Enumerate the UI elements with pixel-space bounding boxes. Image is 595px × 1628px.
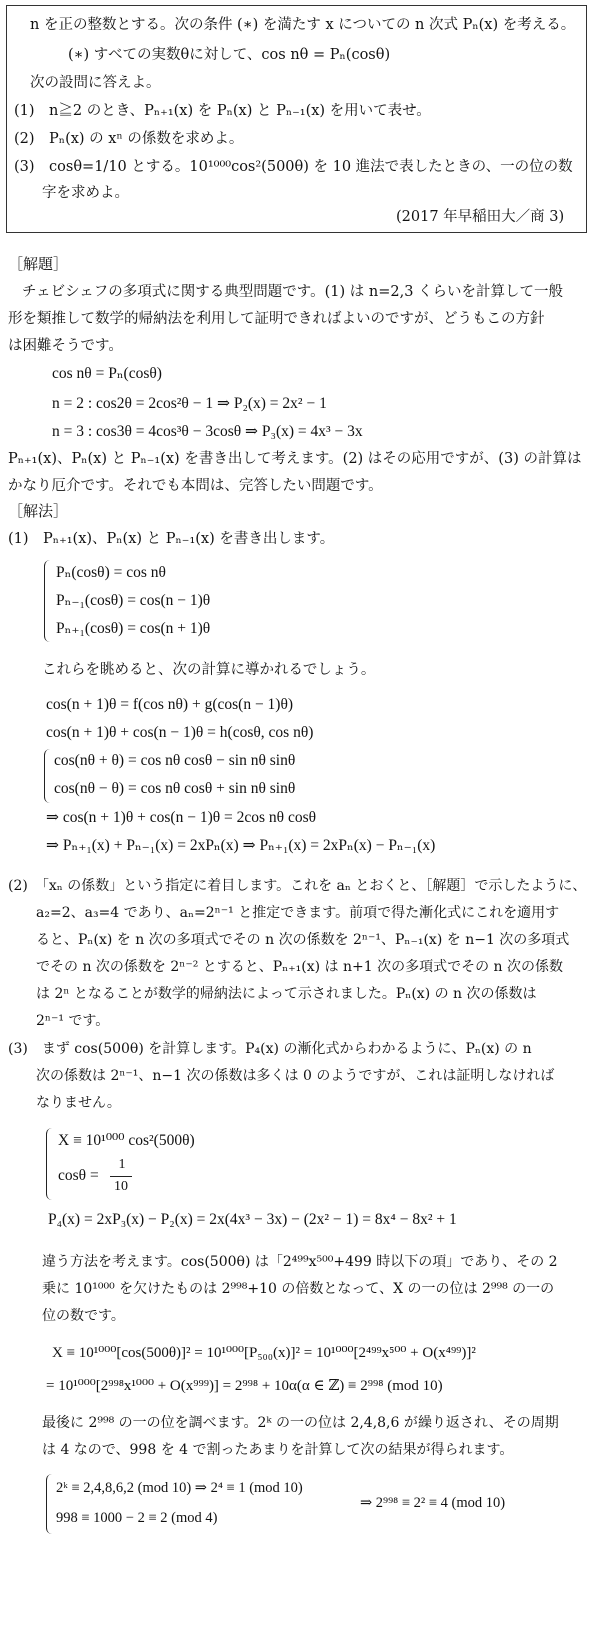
kaidai-paragraph-line: かなり厄介です。それでも本問は、完答したい問題です。: [8, 478, 383, 494]
solution-1-equation: Pₙ₋₁(cosθ) = cos(n − 1)θ: [56, 592, 211, 609]
problem-instruction: 次の設問に答えよ。: [30, 75, 161, 91]
brace: [44, 749, 53, 803]
solution-2-line: ると、Pₙ(x) を n 次の多項式でその n 次の係数を 2ⁿ⁻¹、Pₙ₋₁(x) を n−1 次の多項式: [36, 932, 570, 948]
question-3-line-1: (3) cosθ=1/10 とする。10¹⁰⁰⁰cos²(500θ) を 10 進法で表したときの、一の位の数: [14, 159, 573, 175]
fraction-denominator: 10: [114, 1179, 128, 1194]
solution-1-equation: Pₙ(cosθ) = cos nθ: [56, 564, 166, 581]
solution-1-formula: cos(n + 1)θ + cos(n − 1)θ = h(cosθ, cos nθ): [46, 724, 314, 741]
kaidai-equation: n = 2 : cos2θ = 2cos²θ − 1 ⇒ P₂(x) = 2x² − 1: [52, 395, 327, 412]
solution-3-equation: X ≡ 10¹⁰⁰⁰[cos(500θ)]² = 10¹⁰⁰⁰[P₅₀₀(x)]² = 10¹⁰⁰⁰[2⁴⁹⁹x⁵⁰⁰ + O(x⁴⁹⁹)]²: [52, 1345, 476, 1361]
solution-3-line: (3) まず cos(500θ) を計算します。P₄(x) の漸化式からわかるように、Pₙ(x) の n: [8, 1041, 532, 1057]
kaidai-equation: cos nθ = Pₙ(cosθ): [52, 365, 162, 382]
solution-3-equation: ⇒ 2⁹⁹⁸ ≡ 2² ≡ 4 (mod 10): [360, 1495, 506, 1511]
question-1: (1) n≧2 のとき、Pₙ₊₁(x) を Pₙ(x) と Pₙ₋₁(x) を用いて表せ。: [14, 103, 431, 119]
solution-3-line: 乗に 10¹⁰⁰⁰ を欠けたものは 2⁹⁹⁸+10 の倍数となって、X の一の位は 2⁹⁹⁸ の一の: [42, 1281, 555, 1297]
solution-1-equation: Pₙ₊₁(cosθ) = cos(n + 1)θ: [56, 620, 211, 637]
kaidai-equation: n = 3 : cos3θ = 4cos³θ − 3cosθ ⇒ P₃(x) = 4x³ − 3x: [52, 423, 363, 440]
solution-1-formula: ⇒ Pₙ₊₁(x) + Pₙ₋₁(x) = 2xPₙ(x) ⇒ Pₙ₊₁(x) = 2xPₙ(x) − Pₙ₋₁(x): [46, 837, 436, 854]
solution-3-line: 次の係数は 2ⁿ⁻¹、n−1 次の係数は多くは 0 のようですが、これは証明しなければ: [36, 1068, 555, 1084]
kaidai-paragraph-line: Pₙ₊₁(x)、Pₙ(x) と Pₙ₋₁(x) を書き出して考えます。(2) はその応用ですが、(3) の計算は: [8, 451, 582, 467]
solution-1-formula: cos(nθ − θ) = cos nθ cosθ + sin nθ sinθ: [54, 780, 296, 797]
kaidai-paragraph-line: 形を類推して数学的帰納法を利用して証明できればよいのですが、どうもこの方針: [8, 311, 545, 327]
problem-source: (2017 年早稲田大／商 3): [396, 209, 565, 225]
solution-1-formula: cos(n + 1)θ = f(cos nθ) + g(cos(n − 1)θ): [46, 696, 294, 713]
question-3-line-2: 字を求めよ。: [42, 185, 129, 201]
solution-2-line: は 2ⁿ となることが数学的帰納法によって示されました。Pₙ(x) の n 次の係数は: [36, 986, 537, 1002]
solution-1-formula: cos(nθ + θ) = cos nθ cosθ − sin nθ sinθ: [54, 752, 296, 769]
brace: [44, 560, 53, 642]
solution-3-equation: P₄(x) = 2xP₃(x) − P₂(x) = 2x(4x³ − 3x) − (2x² − 1) = 8x⁴ − 8x² + 1: [48, 1211, 457, 1228]
brace: [46, 1474, 55, 1534]
fraction-numerator: 1: [118, 1157, 126, 1172]
solution-2-line: (2) 「xₙ の係数」という指定に着目します。これを aₙ とおくと、［解題］で示したように、: [8, 878, 587, 894]
solution-1-text: これらを眺めると、次の計算に導かれるでしょう。: [42, 662, 376, 678]
solution-2-line: 2ⁿ⁻¹ です。: [36, 1013, 110, 1029]
solution-3-line: なりません。: [36, 1095, 121, 1111]
kaidai-heading: ［解題］: [8, 255, 69, 273]
kaidai-paragraph-line: は困難そうです。: [8, 338, 123, 354]
problem-intro: n を正の整数とする。次の条件 (∗) を満たす x についての n 次式 Pₙ(x) を考える。: [30, 17, 576, 33]
kaiho-heading: ［解法］: [8, 502, 69, 520]
solution-3-line: は 4 なので、998 を 4 で割ったあまりを計算して次の結果が得られます。: [42, 1442, 514, 1458]
solution-3-equation: X ≡ 10¹⁰⁰⁰ cos²(500θ): [58, 1132, 195, 1149]
solution-3-line: 位の数です。: [42, 1308, 125, 1324]
solution-3-equation: cosθ =: [58, 1167, 99, 1184]
question-2: (2) Pₙ(x) の xⁿ の係数を求めよ。: [14, 131, 244, 147]
solution-1-title: (1) Pₙ₊₁(x)、Pₙ(x) と Pₙ₋₁(x) を書き出します。: [8, 531, 335, 547]
solution-3-equation: 998 ≡ 1000 − 2 ≡ 2 (mod 4): [56, 1510, 218, 1526]
problem-condition: (∗) すべての実数θに対して、cos nθ = Pₙ(cosθ): [68, 47, 391, 63]
kaidai-paragraph-line: チェビシェフの多項式に関する典型問題です。(1) は n=2,3 くらいを計算して一般: [22, 284, 564, 300]
solution-3-line: 最後に 2⁹⁹⁸ の一の位を調べます。2ᵏ の一の位は 2,4,8,6 が繰り返され、その周期: [42, 1415, 559, 1431]
solution-2-line: a₂=2、a₃=4 であり、aₙ=2ⁿ⁻¹ と推定できます。前項で得た漸化式にこれを適用す: [36, 905, 560, 921]
solution-3-equation: = 10¹⁰⁰⁰[2⁹⁹⁸x¹⁰⁰⁰ + O(x⁹⁹⁹)] = 2⁹⁹⁸ + 10α(α ∈ ℤ) ≡ 2⁹⁹⁸ (mod 10): [46, 1378, 443, 1394]
solution-3-equation: 2ᵏ ≡ 2,4,8,6,2 (mod 10) ⇒ 2⁴ ≡ 1 (mod 10): [56, 1480, 303, 1496]
solution-1-formula: ⇒ cos(n + 1)θ + cos(n − 1)θ = 2cos nθ cosθ: [46, 809, 317, 826]
brace: [46, 1128, 55, 1200]
solution-2-line: でその n 次の係数を 2ⁿ⁻² とすると、Pₙ₊₁(x) は n+1 次の多項式でその n 次の係数: [36, 959, 564, 975]
solution-3-line: 違う方法を考えます。cos(500θ) は「2⁴⁹⁹x⁵⁰⁰+499 時以下の項」であり、その 2: [42, 1254, 558, 1270]
